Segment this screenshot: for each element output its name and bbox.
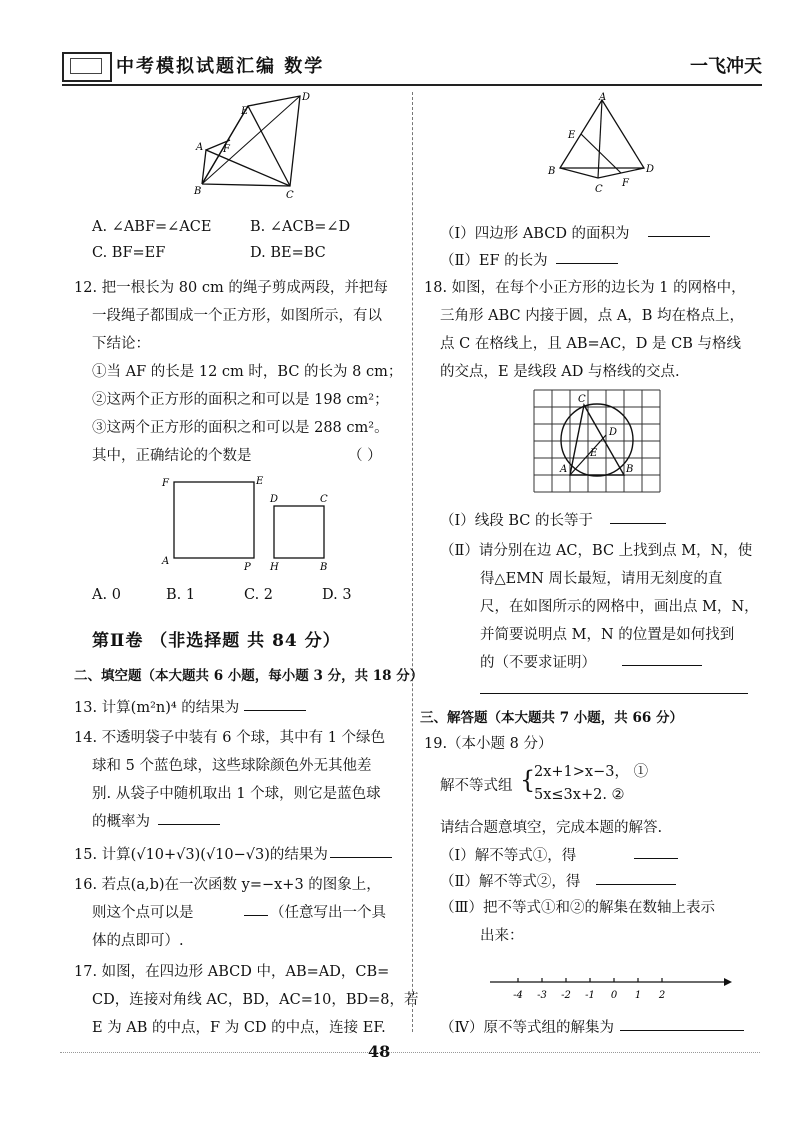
q12-line: ②这两个正方形的面积之和可以是 198 cm²； xyxy=(92,392,389,408)
q18-part-ii-line: （Ⅱ）请分别在边 AC，BC 上找到点 M，N，使 xyxy=(440,543,753,559)
q17-ii-blank[interactable] xyxy=(556,249,618,264)
q18-grid-figure xyxy=(532,388,662,496)
q17-line: 17. 如图，在四边形 ABCD 中，AB=AD，CB= xyxy=(74,964,390,980)
q12-label-b: B xyxy=(320,562,328,573)
q19-brace: { xyxy=(520,766,536,794)
q17-line: E 为 AB 的中点，F 为 CD 的中点，连接 EF. xyxy=(92,1020,386,1036)
q17-label-a: A xyxy=(599,92,607,103)
q19-part-i: （Ⅰ）解不等式①，得 xyxy=(440,848,577,864)
q14-line: 球和 5 个蓝色球，这些球除颜色外无其他差 xyxy=(92,758,372,774)
q12-figure xyxy=(160,474,350,574)
q18-label-b: B xyxy=(626,464,634,475)
q16-line: 体的点即可）. xyxy=(92,933,184,949)
q14-line: 别. 从袋子中随机取出 1 个球，则它是蓝色球 xyxy=(92,786,381,802)
q19-part-ii: （Ⅱ）解不等式②，得 xyxy=(440,874,581,890)
q16-line: 16. 若点(a,b)在一次函数 y=−x+3 的图象上， xyxy=(74,877,381,893)
tick-label: -4 xyxy=(513,990,523,1001)
q19-instruction: 请结合题意填空，完成本题的解答. xyxy=(440,820,663,836)
book-logo-icon xyxy=(62,52,112,82)
q18-line: 点 C 在格线上，且 AB=AC，D 是 CB 与格线 xyxy=(440,336,741,352)
q11-label-d: D xyxy=(302,92,311,103)
q11-option-c: C. BF=EF xyxy=(92,245,166,261)
q14-blank[interactable] xyxy=(158,810,220,825)
q17-part-ii: （Ⅱ）EF 的长为 xyxy=(440,253,548,269)
tick-label: 2 xyxy=(658,990,666,1001)
q12-option-c: C. 2 xyxy=(244,587,274,603)
q19-iv-blank[interactable] xyxy=(620,1016,744,1031)
q18-ii-blank-2[interactable] xyxy=(480,679,748,694)
q17-label-e: E xyxy=(568,130,576,141)
q12-label-a: A xyxy=(162,556,170,567)
q11-figure xyxy=(188,92,318,202)
q18-i-blank[interactable] xyxy=(610,509,666,524)
q15-text: 15. 计算(√10+√3)(√10−√3)的结果为 xyxy=(74,847,328,863)
q12-label-c: C xyxy=(320,494,328,505)
tick-label: -2 xyxy=(561,990,571,1001)
q14-line: 的概率为 xyxy=(92,814,150,830)
q18-line: 18. 如图，在每个小正方形的边长为 1 的网格中， xyxy=(424,280,746,296)
page-header xyxy=(62,46,762,84)
q12-line: 一段绳子都围成一个正方形，如图所示，有以 xyxy=(92,308,382,324)
q11-label-f: F xyxy=(223,144,230,155)
q19-inequality-1: 2x+1>x−3， ① xyxy=(534,764,649,780)
q18-label-c: C xyxy=(578,394,586,405)
part2-title: 第Ⅱ卷 （非选择题 共 84 分） xyxy=(92,631,341,651)
answer-section-title: 三、解答题（本大题共 7 小题，共 66 分） xyxy=(420,710,683,726)
q12-line: 其中，正确结论的个数是 xyxy=(92,448,252,464)
q14-line: 14. 不透明袋子中装有 6 个球，其中有 1 个绿色 xyxy=(74,730,386,746)
q13-blank[interactable] xyxy=(244,696,306,711)
q18-part-i: （Ⅰ）线段 BC 的长等于 xyxy=(440,513,593,529)
q18-part-ii-line: 尺，在如图所示的网格中，画出点 M，N， xyxy=(480,599,759,615)
q19-system-prefix: 解不等式组 xyxy=(440,778,513,794)
q11-label-c: C xyxy=(286,190,294,201)
q12-label-e: E xyxy=(256,476,264,487)
q12-label-d: D xyxy=(270,494,279,505)
brand-name: 一飞冲天 xyxy=(690,56,762,77)
q12-line: ①当 AF 的长是 12 cm 时，BC 的长为 8 cm； xyxy=(92,364,403,380)
q16-blank[interactable] xyxy=(244,901,268,916)
tick-label: -1 xyxy=(585,990,595,1001)
q18-part-ii-line: 得△EMN 周长最短，请用无刻度的直 xyxy=(480,571,723,587)
q12-label-f: F xyxy=(162,478,169,489)
q17-label-f: F xyxy=(622,178,629,189)
q12-answer-paren: （ ） xyxy=(348,448,382,464)
q12-line: ③这两个正方形的面积之和可以是 288 cm²。 xyxy=(92,420,389,436)
q19-inequality-2: 5x≤3x+2. ② xyxy=(534,787,625,803)
column-divider xyxy=(412,92,413,1032)
page-number: 48 xyxy=(368,1042,391,1061)
q18-ii-blank[interactable] xyxy=(622,651,702,666)
tick-label: 0 xyxy=(610,990,618,1001)
q18-line: 三角形 ABC 内接于圆，点 A，B 均在格点上， xyxy=(440,308,745,324)
q11-option-b: B. ∠ACB=∠D xyxy=(250,219,351,235)
q18-label-d: D xyxy=(609,427,618,438)
q17-label-b: B xyxy=(548,166,556,177)
q11-option-d: D. BE=BC xyxy=(250,245,326,261)
q19-header: 19.（本小题 8 分） xyxy=(424,736,553,752)
tick-label: 1 xyxy=(634,990,642,1001)
q17-line: CD，连接对角线 AC，BD，AC=10，BD=8，若 xyxy=(92,992,419,1008)
q12-label-h: H xyxy=(270,562,279,573)
number-line xyxy=(486,972,732,1004)
q18-part-ii-line: 的（不要求证明） xyxy=(480,655,596,671)
q12-option-a: A. 0 xyxy=(92,587,121,603)
q18-label-a: A xyxy=(560,464,568,475)
q11-label-e: E xyxy=(241,106,249,117)
q12-option-d: D. 3 xyxy=(322,587,352,603)
q11-label-a: A xyxy=(196,142,204,153)
tick-label: -3 xyxy=(537,990,547,1001)
q19-part-iii: 出来： xyxy=(480,928,524,944)
q15-blank[interactable] xyxy=(330,843,392,858)
q18-label-e: E xyxy=(590,448,598,459)
q17-part-i: （Ⅰ）四边形 ABCD 的面积为 xyxy=(440,226,630,242)
q16-line: （任意写出一个具 xyxy=(270,905,386,921)
q11-label-b: B xyxy=(194,186,202,197)
q19-i-blank[interactable] xyxy=(634,844,678,859)
q19-ii-blank[interactable] xyxy=(596,870,676,885)
q17-label-c: C xyxy=(595,184,603,195)
q17-i-blank[interactable] xyxy=(648,222,710,237)
q12-line: 12. 把一根长为 80 cm 的绳子剪成两段，并把每 xyxy=(74,280,388,296)
q18-part-ii-line: 并简要说明点 M，N 的位置是如何找到 xyxy=(480,627,735,643)
q13-text: 13. 计算(m²n)⁴ 的结果为 xyxy=(74,700,240,716)
footer-rule xyxy=(60,1052,760,1053)
q19-part-iv: （Ⅳ）原不等式组的解集为 xyxy=(440,1020,614,1036)
q12-option-b: B. 1 xyxy=(166,587,196,603)
q17-label-d: D xyxy=(646,164,655,175)
q17-figure xyxy=(540,92,670,212)
q16-line: 则这个点可以是 xyxy=(92,905,194,921)
q12-line: 下结论： xyxy=(92,336,150,352)
q12-label-p: P xyxy=(244,562,251,573)
book-title: 中考模拟试题汇编 数学 xyxy=(116,56,325,77)
q19-part-iii: （Ⅲ）把不等式①和②的解集在数轴上表示 xyxy=(440,900,715,916)
fill-section-title: 二、填空题（本大题共 6 小题，每小题 3 分，共 18 分） xyxy=(74,668,424,684)
q11-option-a: A. ∠ABF=∠ACE xyxy=(92,219,212,235)
q18-line: 的交点，E 是线段 AD 与格线的交点. xyxy=(440,364,680,380)
header-rule xyxy=(62,84,762,86)
